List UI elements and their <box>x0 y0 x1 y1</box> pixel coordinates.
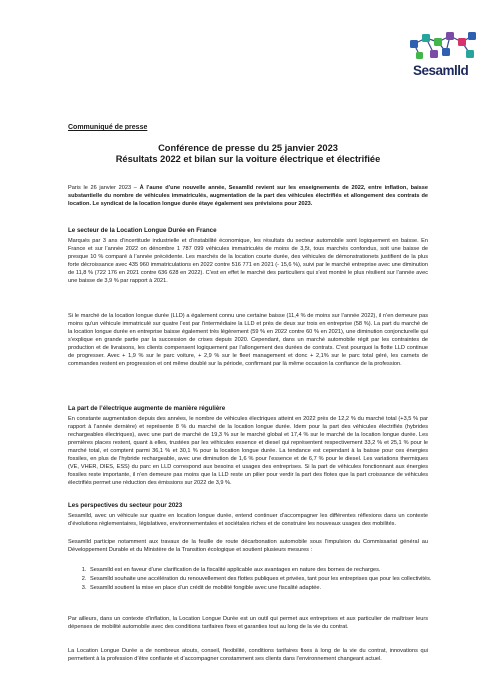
list-item: 2. Sesamlld souhaite une accélération du renouvellement des flottes publiques et privées, tant pour les entreprises que pour les collectivités. <box>88 575 448 583</box>
closing-paragraph-1: Par ailleurs, dans un contexte d’inflation, la Location Longue Durée est un outil qui permet aux entreprises et aux particulier de maîtriser leurs dépenses de mobilité automobile avec des conditions tarifaires fixes et garanties tout au long de la vie du contrat. <box>68 616 428 630</box>
logo-mark-icon <box>400 28 482 64</box>
section-1-paragraph-2: Si le marché de la location longue durée (LLD) a également connu une certaine baisse (11,4 % de moins sur l’année 2022), il n’en demeure pas moins qu’un véhicule immatriculé sur quatre l’est par l’intermédiaire la LLD et près de deux sur trois en entreprise (58 %). La part du marché de la location longue durée en entreprise baisse également très légèrement (59 % en 2022 contre 60 % en 2021), une diminution conjoncturelle qui s’explique en grande partie par la succession de crises depuis 2020. Cependant, dans un marché automobile régit par les contraintes de production et de livraisons, les clients compensent logiquement par l’allongement des durées de contrats. C’est pourquoi la flotte LLD continue de progresser. Avec + 1,9 % sur le parc voiture, + 2,9 % sur le fleet management et donc + 2,1% sur le parc total géré, les carnets de commandes restent en progression et ont même doublé sur la période, confirmant par là même occasion la confiance de la profession. <box>68 313 428 367</box>
intro-lead: À l’aune d’une nouvelle année, Sesamlld revient sur les enseignements de 2022, entre inflation, baisse substantielle du nombre de véhicules immatriculés, augmentation de la part des véhicules électrifiés et allongement des contrats de location. Le syndicat de la location longue durée étaye également ses prévisions pour 2023. <box>68 185 428 207</box>
section-heading-1: Le secteur de la Location Longue Durée en France <box>68 227 217 234</box>
section-1-paragraph-1: Marqués par 3 ans d’incertitude industrielle et d’instabilité économique, les résultats du secteur automobile sont logiquement en baisse. En France et sur l’année 2022 on dénombre 1 787 099 véhicules immatriculés de moins de 3,5t, tous marchés confondus, soit une baisse de presque 10 % comparé à l’année précédente. Les marchés de la location courte durée, des véhicules de démonstrationets justifient de la plus forte décroissance avec 435 960 immatriculations en 2022 contre 516 771 en 2021 (- 15,6 %), suivi par le marché entreprise avec une diminution de 11,8 % (722 176 en 2021 contre 636 628 en 2022). C’est en effet le marché des particuliers qui s’est montré le plus résilient sur l’année avec une baisse de 3,9 % par rapport à 2021. <box>68 238 428 284</box>
list-item: 3. Sesamlld soutient la mise en place d’un crédit de mobilité fongible avec une fiscalité adaptée. <box>88 584 448 592</box>
page-title: Conférence de presse du 25 janvier 2023 <box>158 143 338 153</box>
section-heading-3: Les perspectives du secteur pour 2023 <box>68 502 183 509</box>
intro-paragraph <box>68 184 428 208</box>
press-release-kicker: Communiqué de presse <box>68 124 148 131</box>
section-3-paragraph-1: Sesamlld, avec un véhicule sur quatre en location longue durée, entend continuer d’accompagner les différentes réflexions dans un contexte d’évolutions réglementaires, législatives, environnementales et sociétales riches et de construire les nouveaux usages des mobilités. <box>68 513 428 527</box>
section-2-paragraph-1: En constante augmentation depuis des années, le nombre de véhicules électriques atteint en 2022 près de 12,2 % du marché total (+3,5 % par rapport à l’année dernière) et représente 8 % du marché de la location longue durée. Idem pour la part des véhicules électrifiés (hybrides rechargeables électriques), avec une part de marché de 19,3 % sur le marché global et 17,4 % sur le marché de la location longue durée. Les premières places restent, quant à elles, trustées par les véhicules essence et diesel qui représentent respectivement 33,2 % et 25,1 % pour le marché total, et comptent parmi 36,1 % et 30,1 % pour la location longue durée. La tendance est cependant à la baisse pour ces énergies fossiles, en plus de l’hybride rechargeable, avec une diminution de 1,6 % pour l’essence et de 6,7 % pour le diesel. Les variations thermiques (VE, VHER, DIES, ESS) du parc en LLD correspond aux besoins et usages des entreprises. Si la part de véhicules fonctionnant aux énergies fossiles reste importante, il n’en demeure pas moins que la LLD reste un pilier pour verdir la part des flotes que la part croissance de véhicules électrifiés permet une réduction des émissions sur 2022 de 3,9 %. <box>68 416 428 486</box>
section-3-paragraph-2: Sesamlld participe notamment aux travaux de la feuille de route décarbonation automobile sous l’impulsion du Commissariat général au Développement Durable et du Ministère de la Transition écologique et soutient plusieurs mesures : <box>68 539 428 553</box>
sesamlld-logo <box>400 28 482 80</box>
section-heading-2: La part de l’électrique augmente de manière régulière <box>68 405 226 412</box>
page-subtitle: Résultats 2022 et bilan sur la voiture électrique et électrifiée <box>115 154 381 164</box>
intro-dateline: Paris le 26 janvier 2023 – <box>68 185 140 191</box>
logo-wordmark: Sesamlld <box>413 63 469 78</box>
closing-paragraph-2: La Location Longue Durée a de nombreux atouts, conseil, flexibilité, conditions tarifaires fixes à long de la vie du contrat, innovations qui permettent à la profession d’être confiante et d’accompagner constamment ses clients dans l’environnement changeant actuel. <box>68 648 428 662</box>
measures-list <box>68 566 448 592</box>
list-item: 1. Sesamlld est en faveur d’une clarification de la fiscalité applicable aux avantages en nature des bornes de recharges. <box>88 566 448 574</box>
